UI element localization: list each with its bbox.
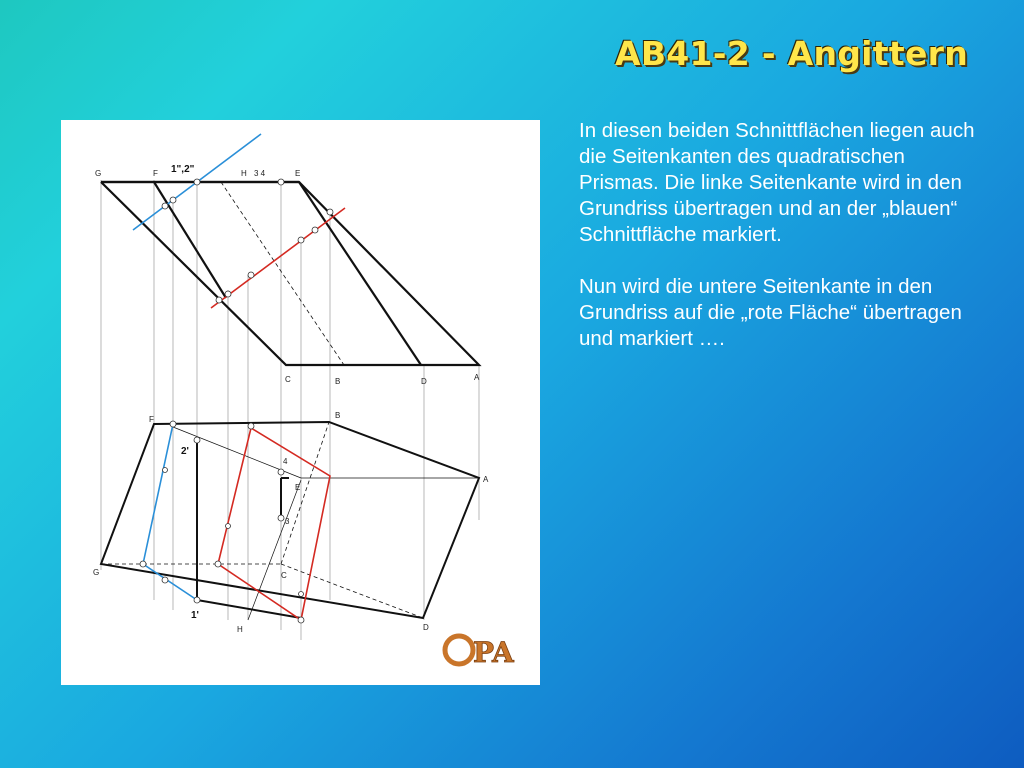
label-c-plan: C [281,571,287,580]
label-blue-top: 1",2" [171,164,195,175]
drawing-canvas [61,120,540,685]
elevation-view [101,182,479,365]
label-h-plan: H [237,625,243,634]
label-f-top: F [153,169,158,178]
label-3: 3 [285,517,290,526]
paragraph-1: In diesen beiden Schnittflächen liegen auch die Seitenkanten des quadratischen Prismas. Die linke Seitenkante wird in den Grundriss übertragen und an der „blauen“ Schnittfläche markiert. [579,119,975,246]
opa-logo [445,636,515,669]
label-b-mid: B [335,377,341,386]
label-e-top: E [295,169,301,178]
label-b-plan: B [335,411,341,420]
plan-markers [140,421,304,623]
label-g-plan: G [93,568,100,577]
label-e-plan: E [295,483,301,492]
label-4: 4 [283,457,288,466]
label-d-mid: D [421,377,427,386]
label-f-plan: F [149,415,154,424]
label-a-mid: A [474,373,480,382]
label-g-top: G [95,169,102,178]
paragraph-2: Nun wird die untere Seitenkante in den Grundriss auf die „rote Fläche“ übertragen und markiert …. [579,275,962,350]
label-2: 2' [181,446,189,457]
label-a-plan: A [483,475,489,484]
label-1: 1' [191,610,199,621]
plan-hidden-edges [101,422,423,618]
label-h-top: H [241,169,247,178]
slide-title: AB41-2 - Angittern [614,34,968,73]
label-d-plan: D [423,623,429,632]
label-34: 3 4 [254,169,266,178]
red-section-plan [218,428,330,620]
label-c-mid: C [285,375,291,384]
elevation-markers [162,179,333,303]
construction-drawing [61,120,540,685]
explanation-text [579,118,979,378]
logo-text: PA [473,636,514,669]
